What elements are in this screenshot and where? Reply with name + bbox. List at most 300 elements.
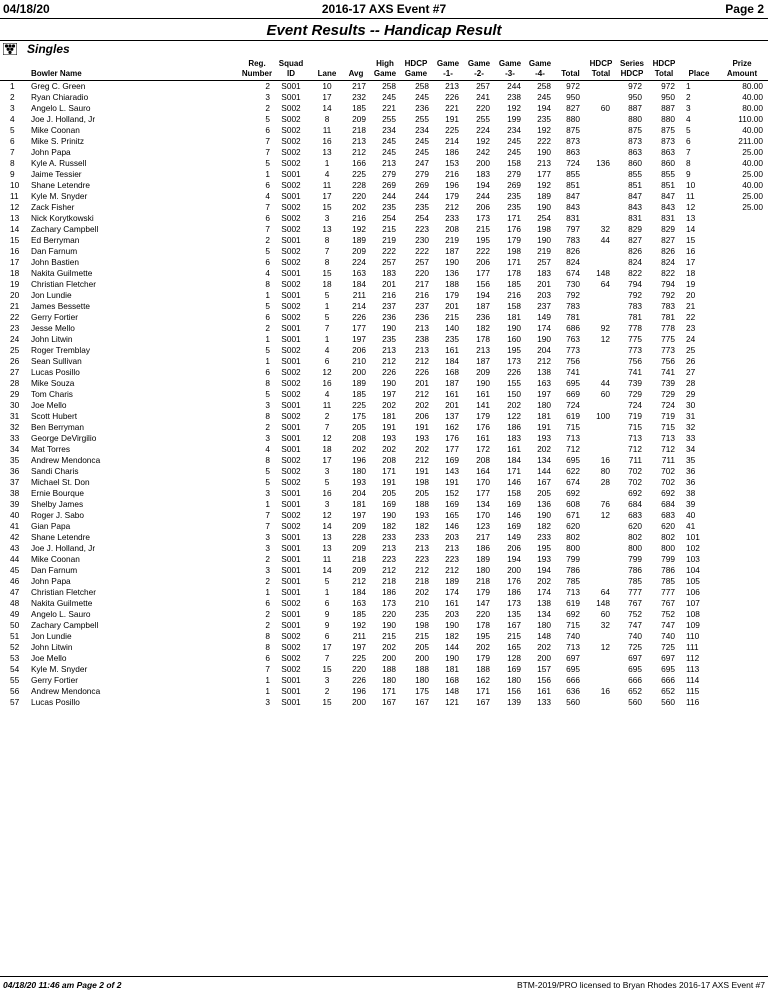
game-1: 189 — [445, 576, 459, 586]
bowler-name: Zack Fisher — [31, 202, 75, 212]
squad-id: S001 — [281, 235, 301, 245]
high-game: 188 — [382, 664, 396, 674]
high-game: 186 — [382, 587, 396, 597]
row-number: 25 — [10, 345, 20, 355]
game-2: 177 — [476, 488, 490, 498]
game-4: 148 — [537, 631, 551, 641]
hdcp-game: 215 — [415, 631, 429, 641]
table-row — [0, 433, 768, 444]
reg-number: 5 — [265, 246, 270, 256]
series-hdcp: 697 — [628, 653, 642, 663]
squad-id: S001 — [281, 587, 301, 597]
row-number: 31 — [10, 411, 20, 421]
reg-number: 3 — [265, 543, 270, 553]
lane: 15 — [322, 202, 332, 212]
hdcp-game: 213 — [415, 543, 429, 553]
lane: 12 — [322, 433, 332, 443]
row-number: 57 — [10, 697, 20, 707]
game-3: 190 — [507, 323, 521, 333]
bowler-name: Mike Coonan — [31, 125, 80, 135]
game-4: 202 — [537, 642, 551, 652]
hdcp-grand-total: 683 — [661, 510, 675, 520]
table-row — [0, 675, 768, 686]
game-4: 177 — [537, 169, 551, 179]
bowler-name: Andrew Mendonca — [31, 686, 101, 696]
lane: 17 — [322, 455, 332, 465]
total: 674 — [566, 477, 580, 487]
lane: 18 — [322, 279, 332, 289]
high-game: 216 — [382, 290, 396, 300]
squad-id: S002 — [281, 158, 301, 168]
place: 38 — [686, 488, 696, 498]
series-hdcp: 713 — [628, 433, 642, 443]
table-row — [0, 653, 768, 664]
lane: 7 — [324, 422, 330, 432]
game-3: 245 — [507, 136, 521, 146]
squad-id: S002 — [281, 301, 301, 311]
place: 26 — [686, 356, 696, 366]
table-row — [0, 367, 768, 378]
game-2: 192 — [476, 136, 490, 146]
average: 200 — [352, 697, 366, 707]
bowler-name: George DeVirgilio — [31, 433, 97, 443]
place: 36 — [686, 466, 696, 476]
place: 21 — [686, 301, 696, 311]
bowler-name: Dan Farnum — [31, 246, 78, 256]
table-row — [0, 510, 768, 521]
reg-number: 8 — [265, 631, 270, 641]
average: 225 — [352, 653, 366, 663]
reg-number: 2 — [265, 103, 270, 113]
table-row — [0, 477, 768, 488]
series-hdcp: 560 — [628, 697, 642, 707]
bowler-name: Kyle A. Russell — [31, 158, 87, 168]
game-2: 190 — [476, 378, 490, 388]
reg-number: 1 — [265, 334, 270, 344]
bowler-name: John Litwin — [31, 642, 73, 652]
game-3: 149 — [507, 532, 521, 542]
series-hdcp: 792 — [628, 290, 642, 300]
game-1: 165 — [445, 510, 459, 520]
game-4: 201 — [537, 279, 551, 289]
squad-id: S002 — [281, 598, 301, 608]
bowler-name: Jon Lundie — [31, 631, 72, 641]
row-number: 53 — [10, 653, 20, 663]
total: 783 — [566, 235, 580, 245]
lane: 13 — [322, 147, 332, 157]
series-hdcp: 702 — [628, 466, 642, 476]
place: 10 — [686, 180, 696, 190]
reg-number: 4 — [265, 444, 270, 454]
game-2: 208 — [476, 455, 490, 465]
hdcp-total: 60 — [600, 609, 610, 619]
hdcp-grand-total: 831 — [661, 213, 675, 223]
squad-id: S001 — [281, 609, 301, 619]
series-hdcp: 786 — [628, 565, 642, 575]
hdcp-grand-total: 799 — [661, 554, 675, 564]
game-4: 181 — [537, 411, 551, 421]
hdcp-grand-total: 652 — [661, 686, 675, 696]
series-hdcp: 695 — [628, 664, 642, 674]
game-2: 215 — [476, 224, 490, 234]
game-4: 161 — [537, 686, 551, 696]
bowler-name: John Papa — [31, 576, 71, 586]
hdcp-total: 76 — [600, 499, 610, 509]
bowler-name: Christian Fletcher — [31, 587, 97, 597]
high-game: 180 — [382, 675, 396, 685]
table-row — [0, 642, 768, 653]
game-1: 215 — [445, 312, 459, 322]
squad-id: S002 — [281, 411, 301, 421]
squad-id: S002 — [281, 114, 301, 124]
hdcp-game: 237 — [415, 301, 429, 311]
average: 214 — [352, 301, 366, 311]
hdcp-total: 148 — [596, 598, 610, 608]
col-prize-bottom: Amount — [726, 69, 758, 78]
row-number: 52 — [10, 642, 20, 652]
series-hdcp: 851 — [628, 180, 642, 190]
high-game: 202 — [382, 444, 396, 454]
average: 197 — [352, 334, 366, 344]
game-4: 149 — [537, 312, 551, 322]
col-series-bottom: HDCP — [620, 69, 644, 78]
average: 197 — [352, 510, 366, 520]
high-game: 173 — [382, 598, 396, 608]
average: 166 — [352, 158, 366, 168]
game-1: 191 — [445, 114, 459, 124]
place: 4 — [686, 114, 691, 124]
bowler-name: Shane Letendre — [31, 180, 91, 190]
squad-id: S002 — [281, 367, 301, 377]
bowler-name: Lucas Posillo — [31, 697, 80, 707]
hdcp-grand-total: 847 — [661, 191, 675, 201]
game-1: 186 — [445, 147, 459, 157]
results-table — [0, 58, 768, 708]
game-4: 193 — [537, 433, 551, 443]
squad-id: S002 — [281, 653, 301, 663]
hdcp-game: 198 — [415, 620, 429, 630]
reg-number: 8 — [265, 642, 270, 652]
squad-id: S001 — [281, 543, 301, 553]
bowler-name: Lucas Posillo — [31, 367, 80, 377]
hdcp-game: 230 — [415, 235, 429, 245]
reg-number: 5 — [265, 114, 270, 124]
bowler-name: Gian Papa — [31, 521, 71, 531]
reg-number: 3 — [265, 532, 270, 542]
table-row — [0, 81, 768, 92]
game-1: 148 — [445, 686, 459, 696]
series-hdcp: 826 — [628, 246, 642, 256]
reg-number: 1 — [265, 169, 270, 179]
lane: 10 — [322, 81, 332, 91]
reg-number: 2 — [265, 81, 270, 91]
squad-id: S002 — [281, 477, 301, 487]
game-2: 177 — [476, 268, 490, 278]
hdcp-total: 80 — [600, 466, 610, 476]
hdcp-game: 180 — [415, 675, 429, 685]
game-4: 190 — [537, 334, 551, 344]
game-2: 202 — [476, 642, 490, 652]
table-row — [0, 279, 768, 290]
series-hdcp: 729 — [628, 389, 642, 399]
game-2: 123 — [476, 521, 490, 531]
page-header — [0, 0, 768, 19]
hdcp-game: 202 — [415, 587, 429, 597]
game-2: 220 — [476, 609, 490, 619]
table-row — [0, 257, 768, 268]
high-game: 235 — [382, 334, 396, 344]
lane: 1 — [324, 301, 330, 311]
game-1: 226 — [445, 92, 459, 102]
row-number: 33 — [10, 433, 20, 443]
table-row — [0, 268, 768, 279]
squad-id: S002 — [281, 510, 301, 520]
game-2: 224 — [476, 125, 490, 135]
hdcp-grand-total: 860 — [661, 158, 675, 168]
table-row — [0, 224, 768, 235]
squad-id: S001 — [281, 686, 301, 696]
row-number: 49 — [10, 609, 20, 619]
hdcp-total: 16 — [600, 455, 610, 465]
row-number: 50 — [10, 620, 20, 630]
hdcp-grand-total: 826 — [661, 246, 675, 256]
game-3: 226 — [507, 367, 521, 377]
high-game: 255 — [382, 114, 396, 124]
col-high-bottom: Game — [373, 69, 397, 78]
lane: 1 — [324, 334, 330, 344]
game-2: 164 — [476, 466, 490, 476]
hdcp-grand-total: 824 — [661, 257, 675, 267]
lane: 5 — [324, 290, 330, 300]
game-1: 176 — [445, 433, 459, 443]
total: 824 — [566, 257, 580, 267]
place: 27 — [686, 367, 696, 377]
bowler-name: Ben Berryman — [31, 422, 85, 432]
reg-number: 2 — [265, 422, 270, 432]
average: 200 — [352, 367, 366, 377]
average: 184 — [352, 279, 366, 289]
table-row — [0, 620, 768, 631]
game-1: 201 — [445, 301, 459, 311]
game-1: 201 — [445, 400, 459, 410]
bowler-name: Mat Torres — [31, 444, 71, 454]
hdcp-grand-total: 802 — [661, 532, 675, 542]
hdcp-total: 12 — [600, 334, 610, 344]
high-game: 215 — [382, 631, 396, 641]
prize-amount: 211.00 — [738, 136, 763, 146]
row-number: 36 — [10, 466, 20, 476]
game-4: 183 — [537, 268, 551, 278]
reg-number: 5 — [265, 345, 270, 355]
total: 800 — [566, 543, 580, 553]
bowler-name: Sandi Charis — [31, 466, 79, 476]
row-number: 12 — [10, 202, 20, 212]
game-3: 180 — [507, 675, 521, 685]
hdcp-total: 60 — [600, 389, 610, 399]
high-game: 220 — [382, 609, 396, 619]
game-2: 167 — [476, 697, 490, 707]
game-3: 279 — [507, 169, 521, 179]
lane: 13 — [322, 543, 332, 553]
squad-id: S001 — [281, 92, 301, 102]
hdcp-grand-total: 827 — [661, 235, 675, 245]
game-3: 167 — [507, 620, 521, 630]
table-row — [0, 598, 768, 609]
high-game: 200 — [382, 653, 396, 663]
series-hdcp: 767 — [628, 598, 642, 608]
hdcp-grand-total: 724 — [661, 400, 675, 410]
reg-number: 5 — [265, 301, 270, 311]
place: 9 — [686, 169, 691, 179]
table-row — [0, 301, 768, 312]
table-row — [0, 202, 768, 213]
hdcp-game: 279 — [415, 169, 429, 179]
game-1: 169 — [445, 455, 459, 465]
reg-number: 6 — [265, 367, 270, 377]
game-1: 161 — [445, 598, 459, 608]
hdcp-game: 255 — [415, 114, 429, 124]
squad-id: S001 — [281, 576, 301, 586]
squad-id: S001 — [281, 334, 301, 344]
game-1: 219 — [445, 235, 459, 245]
lane: 12 — [322, 510, 332, 520]
hdcp-grand-total: 873 — [661, 136, 675, 146]
series-hdcp: 711 — [628, 455, 642, 465]
col-g4-bottom: -4- — [535, 69, 545, 78]
col-avg: Avg — [348, 69, 364, 78]
row-number: 55 — [10, 675, 20, 685]
lane: 11 — [322, 554, 332, 564]
series-hdcp: 773 — [628, 345, 642, 355]
place: 16 — [686, 246, 696, 256]
reg-number: 3 — [265, 488, 270, 498]
series-hdcp: 683 — [628, 510, 642, 520]
col-high-top: High — [376, 59, 394, 68]
high-game: 208 — [382, 455, 396, 465]
place: 40 — [686, 510, 696, 520]
hdcp-total: 148 — [596, 268, 610, 278]
reg-number: 3 — [265, 92, 270, 102]
lane: 14 — [322, 565, 332, 575]
bowler-name: Christian Fletcher — [31, 279, 97, 289]
lane: 11 — [322, 180, 332, 190]
game-1: 181 — [445, 664, 459, 674]
game-1: 196 — [445, 180, 459, 190]
lane: 6 — [324, 631, 330, 641]
series-hdcp: 972 — [628, 81, 642, 91]
row-number: 6 — [10, 136, 15, 146]
game-3: 135 — [507, 609, 521, 619]
total: 950 — [566, 92, 580, 102]
series-hdcp: 725 — [628, 642, 642, 652]
game-4: 190 — [537, 235, 551, 245]
game-2: 147 — [476, 598, 490, 608]
bowler-name: Andrew Mendonca — [31, 455, 101, 465]
col-reg-bottom: Number — [241, 69, 273, 78]
hdcp-grand-total: 560 — [661, 697, 675, 707]
place: 32 — [686, 422, 696, 432]
high-game: 212 — [382, 565, 396, 575]
game-1: 203 — [445, 609, 459, 619]
col-g3-bottom: -3- — [505, 69, 515, 78]
place: 103 — [686, 554, 700, 564]
table-row — [0, 543, 768, 554]
hdcp-grand-total: 752 — [661, 609, 675, 619]
high-game: 234 — [382, 125, 396, 135]
table-row — [0, 499, 768, 510]
reg-number: 6 — [265, 598, 270, 608]
place: 101 — [686, 532, 700, 542]
squad-id: S002 — [281, 664, 301, 674]
series-hdcp: 684 — [628, 499, 642, 509]
reg-number: 2 — [265, 609, 270, 619]
hdcp-game: 188 — [415, 499, 429, 509]
reg-number: 7 — [265, 521, 270, 531]
table-row — [0, 169, 768, 180]
reg-number: 5 — [265, 158, 270, 168]
series-hdcp: 855 — [628, 169, 642, 179]
game-4: 133 — [537, 697, 551, 707]
squad-id: S001 — [281, 323, 301, 333]
hdcp-grand-total: 875 — [661, 125, 675, 135]
table-row — [0, 323, 768, 334]
reg-number: 6 — [265, 257, 270, 267]
game-1: 213 — [445, 543, 459, 553]
game-4: 157 — [537, 664, 551, 674]
row-number: 46 — [10, 576, 20, 586]
hdcp-game: 212 — [415, 565, 429, 575]
col-g1-bottom: -1- — [443, 69, 453, 78]
row-number: 28 — [10, 378, 20, 388]
game-4: 213 — [537, 158, 551, 168]
series-hdcp: 652 — [628, 686, 642, 696]
high-game: 218 — [382, 576, 396, 586]
game-1: 187 — [445, 246, 459, 256]
total: 792 — [566, 290, 580, 300]
game-1: 162 — [445, 422, 459, 432]
average: 208 — [352, 433, 366, 443]
hdcp-grand-total: 785 — [661, 576, 675, 586]
high-game: 169 — [382, 499, 396, 509]
reg-number: 1 — [265, 587, 270, 597]
high-game: 191 — [382, 477, 396, 487]
game-1: 214 — [445, 136, 459, 146]
game-3: 173 — [507, 598, 521, 608]
game-3: 199 — [507, 114, 521, 124]
average: 197 — [352, 642, 366, 652]
game-4: 180 — [537, 620, 551, 630]
game-2: 209 — [476, 367, 490, 377]
game-2: 170 — [476, 477, 490, 487]
reg-number: 6 — [265, 180, 270, 190]
hdcp-grand-total: 747 — [661, 620, 675, 630]
game-1: 179 — [445, 290, 459, 300]
lane: 13 — [322, 532, 332, 542]
lane: 17 — [322, 92, 332, 102]
hdcp-game: 191 — [415, 466, 429, 476]
place: 13 — [686, 213, 696, 223]
game-1: 190 — [445, 620, 459, 630]
average: 185 — [352, 609, 366, 619]
hdcp-game: 205 — [415, 642, 429, 652]
game-3: 202 — [507, 400, 521, 410]
game-4: 254 — [537, 213, 551, 223]
table-row — [0, 114, 768, 125]
bowler-name: Greg C. Green — [31, 81, 86, 91]
row-number: 4 — [10, 114, 15, 124]
game-1: 143 — [445, 466, 459, 476]
row-number: 37 — [10, 477, 20, 487]
